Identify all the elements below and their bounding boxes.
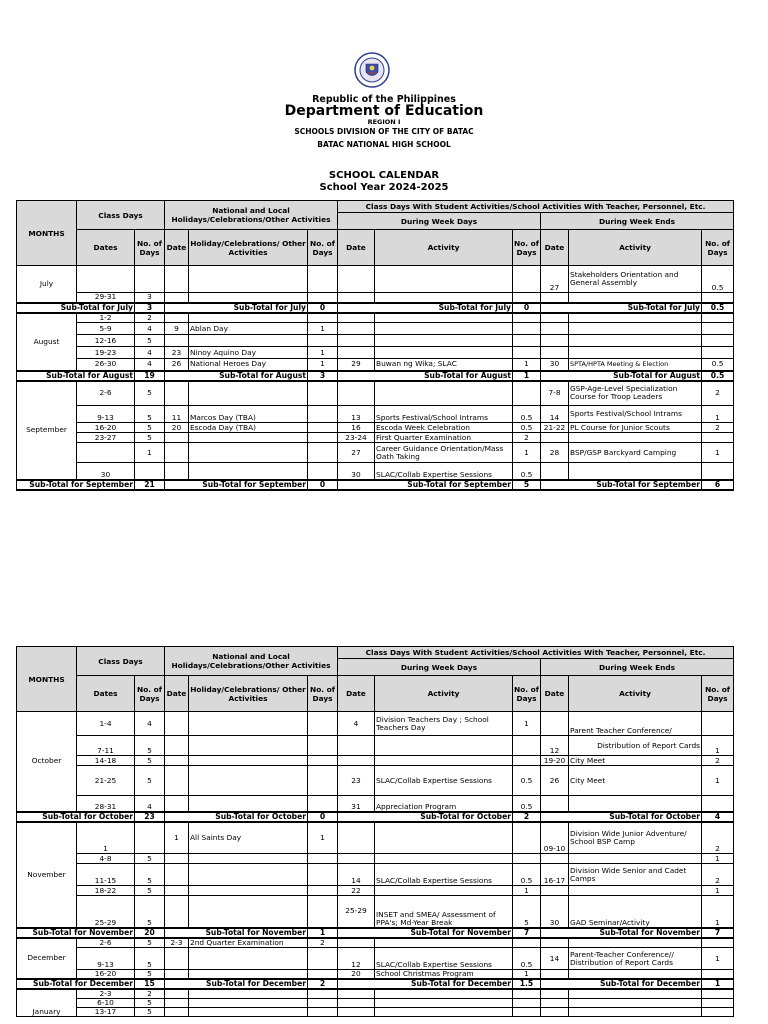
subtotal-value: 2 [513,812,541,822]
calendar-table-july-september [16,200,734,491]
subtotal-value: 0 [308,480,338,490]
weekend-days: 0.5 [702,359,734,371]
student-activities-header: Class Days With Student Activities/School Activities With Teacher, Personnel, Etc. [338,647,734,659]
weekday-days: 1 [513,886,541,896]
month-label: December [17,938,77,980]
class-days-count: 5 [135,423,165,433]
subtotal-value: 21 [135,480,165,490]
subtotal-label: Sub-Total for December [165,979,308,989]
weekday-activity: First Quarter Examination [375,433,513,443]
weekend-days: 2 [702,423,734,433]
class-dates: 14-18 [77,756,135,766]
weekday-activity: Division Teachers Day ; School Teachers Day [375,712,513,736]
subtotal-value: 0.5 [702,371,734,381]
activity-header: Activity [569,676,702,712]
class-dates: 30 [77,463,135,480]
dates-header: Dates [77,676,135,712]
months-header: MONTHS [17,647,77,712]
weekend-date: 14 [541,406,569,423]
weekend-date: 16-17 [541,864,569,886]
holiday-date: 23 [165,347,189,359]
deped-seal-icon [354,52,390,88]
class-days-count: 5 [135,406,165,423]
class-days-count: 5 [135,766,165,796]
class-dates: 29-31 [77,293,135,303]
class-days-count: 5 [135,938,165,948]
weekday-days: 0.5 [513,406,541,423]
weekday-activity: Buwan ng Wika; SLAC [375,359,513,371]
subtotal-value: 0 [513,303,541,313]
subtotal-label: Sub-Total for December [17,979,135,989]
subtotal-label: Sub-Total for July [541,303,702,313]
holiday-date: 11 [165,406,189,423]
department-title: Department of Education [284,103,484,119]
class-days-count: 4 [135,359,165,371]
subtotal-label: Sub-Total for August [17,371,135,381]
subtotal-label: Sub-Total for November [338,928,513,938]
no-of-days-header: No. of Days [702,230,734,266]
class-days-count: 5 [135,896,165,928]
class-days-header: Class Days [77,201,165,230]
subtotal-label: Sub-Total for July [17,303,135,313]
subtotal-label: Sub-Total for August [541,371,702,381]
subtotal-label: Sub-Total for October [541,812,702,822]
weekday-days: 0.5 [513,766,541,796]
month-label: October [17,712,77,812]
holiday-days: 1 [308,347,338,359]
class-dates: 9-13 [77,406,135,423]
class-dates: 19-23 [77,347,135,359]
weekday-date: 22 [338,886,375,896]
dates-header: Dates [77,230,135,266]
weekday-date: 13 [338,406,375,423]
weekday-activity: Escoda Week Celebration [375,423,513,433]
activity-header: Activity [569,230,702,266]
weekday-activity: SLAC/Collab Expertise Sessions [375,766,513,796]
weekday-date: 30 [338,463,375,480]
class-days-count: 5 [135,736,165,756]
class-days-count: 2 [135,989,165,999]
subtotal-value: 1 [702,979,734,989]
subtotal-value: 0 [308,812,338,822]
subtotal-label: Sub-Total for July [338,303,513,313]
no-of-days-header: No. of Days [513,230,541,266]
weekend-activity: BSP/GSP Barckyard Camping [569,443,702,463]
weekend-date: 7-8 [541,381,569,406]
weekend-activity: Stakeholders Orientation and General Assembly [569,266,702,293]
class-days-count: 5 [135,1008,165,1017]
subtotal-value: 0.5 [702,303,734,313]
class-days-count: 1 [135,443,165,463]
class-dates: 11-15 [77,864,135,886]
weekday-activity: Appreciation Program [375,796,513,812]
weekday-days: 1 [513,712,541,736]
class-days-count: 4 [135,796,165,812]
division-line: SCHOOLS DIVISION OF THE CITY OF BATAC [294,127,474,136]
activity-header: Activity [375,676,513,712]
weekday-activity: INSET and SMEA/ Assessment of PPA's; Md-Year Break [375,896,513,928]
class-days-count: 5 [135,999,165,1008]
weekend-activity: SPTA/HPTA Meeting & Election [569,359,702,371]
weekday-days: 0.5 [513,796,541,812]
class-days-count: 5 [135,756,165,766]
weekday-days: 0.5 [513,864,541,886]
month-label: August [17,313,77,371]
class-days-count: 3 [135,293,165,303]
subtotal-label: Sub-Total for September [338,480,513,490]
class-dates: 12-16 [77,335,135,347]
subtotal-label: Sub-Total for November [541,928,702,938]
weekend-days: 1 [702,896,734,928]
holiday-days: 1 [308,323,338,335]
class-dates: 21-25 [77,766,135,796]
subtotal-value: 2 [308,979,338,989]
subtotal-label: Sub-Total for August [165,371,308,381]
no-of-days-header: No. of Days [513,676,541,712]
region-line: REGION I [367,118,401,126]
weekday-days: 1 [513,359,541,371]
class-days-count: 4 [135,347,165,359]
weekend-days: 1 [702,406,734,423]
subtotal-label: Sub-Total for December [541,979,702,989]
weekday-activity: SLAC/Collab Expertise Sessions [375,864,513,886]
subtotal-value: 4 [702,812,734,822]
holiday-date: 9 [165,323,189,335]
no-of-days-header: No. of Days [135,676,165,712]
class-days-count: 5 [135,886,165,896]
activity-header: Activity [375,230,513,266]
weekend-days: 1 [702,948,734,970]
subtotal-label: Sub-Total for October [17,812,135,822]
subtotal-value: 19 [135,371,165,381]
weekend-activity: Distribution of Report Cards [569,736,702,756]
class-dates: 2-6 [77,938,135,948]
subtotal-label: Sub-Total for September [541,480,702,490]
class-days-count: 5 [135,948,165,970]
subtotal-value: 15 [135,979,165,989]
class-dates: 13-17 [77,1008,135,1017]
subtotal-label: Sub-Total for November [165,928,308,938]
weekend-days: 1 [702,736,734,756]
class-dates: 25-29 [77,896,135,928]
subtotal-label: Sub-Total for July [165,303,308,313]
weekday-days: 1 [513,970,541,980]
class-days-count: 2 [135,313,165,323]
subtotal-value: 1 [513,371,541,381]
holiday-days: 2 [308,938,338,948]
weekday-days: 0.5 [513,948,541,970]
weekend-date: 12 [541,736,569,756]
student-activities-header: Class Days With Student Activities/School Activities With Teacher, Personnel, Etc. [338,201,734,213]
class-dates: 23-27 [77,433,135,443]
weekday-date: 4 [338,712,375,736]
weekday-date: 16 [338,423,375,433]
class-dates: 18-22 [77,886,135,896]
class-dates: 1 [77,822,135,854]
weekend-days: 1 [702,886,734,896]
subtotal-value: 23 [135,812,165,822]
class-days-count: 5 [135,864,165,886]
weekend-date: 21-22 [541,423,569,433]
holiday-name: Ninoy Aquino Day [189,347,308,359]
weekend-days: 2 [702,864,734,886]
no-of-days-header: No. of Days [702,676,734,712]
weekday-days: 1 [513,443,541,463]
weekend-date: 19-20 [541,756,569,766]
holiday-col-header: Holiday/Celebrations/ Other Activities [189,230,308,266]
republic-line: Republic of the Philippines [312,94,456,105]
subtotal-label: Sub-Total for December [338,979,513,989]
class-dates: 6-10 [77,999,135,1008]
holiday-name: All Saints Day [189,822,308,854]
date-header: Date [165,230,189,266]
subtotal-value: 3 [308,371,338,381]
class-days-count: 5 [135,433,165,443]
subtotal-label: Sub-Total for November [17,928,135,938]
class-dates: 16-20 [77,970,135,980]
month-label: January [17,989,77,1017]
calendar-title: SCHOOL CALENDAR [328,170,440,181]
holiday-days: 1 [308,359,338,371]
weekday-date: 31 [338,796,375,812]
weekday-date: 12 [338,948,375,970]
weekend-days: 0.5 [702,266,734,293]
subtotal-value: 1.5 [513,979,541,989]
subtotal-label: Sub-Total for October [338,812,513,822]
no-of-days-header: No. of Days [308,230,338,266]
class-dates: 2-3 [77,989,135,999]
class-days-count: 5 [135,854,165,864]
school-name: BATAC NATIONAL HIGH SCHOOL [317,140,451,149]
holiday-date: 2-3 [165,938,189,948]
weekday-date: 27 [338,443,375,463]
weekend-activity: Division Wide Junior Adventure/ School BSP Camp [569,822,702,854]
class-dates: 5-9 [77,323,135,335]
weekend-days: 2 [702,822,734,854]
weekend-date: 14 [541,948,569,970]
date-header: Date [541,230,569,266]
weekday-date: 25-29 [338,896,375,928]
weekday-activity: Sports Festival/School Intrams [375,406,513,423]
weekend-activity: PL Course for Junior Scouts [569,423,702,433]
weekend-activity: GAD Seminar/Activity [569,896,702,928]
class-dates: 4-8 [77,854,135,864]
date-header: Date [338,230,375,266]
holiday-date: 1 [165,822,189,854]
weekday-date: 20 [338,970,375,980]
class-dates: 28-31 [77,796,135,812]
weekday-days: 0.5 [513,423,541,433]
weekday-days: 5 [513,896,541,928]
subtotal-value: 0 [308,303,338,313]
class-days-count: 5 [135,381,165,406]
class-dates: 26-30 [77,359,135,371]
weekday-activity: School Christmas Program [375,970,513,980]
week-days-header: During Week Days [338,213,541,230]
weekend-activity: Parent Teacher Conference/ [569,712,702,736]
class-dates: 1-4 [77,712,135,736]
date-header: Date [165,676,189,712]
holiday-date: 26 [165,359,189,371]
class-days-header: Class Days [77,647,165,676]
week-ends-header: During Week Ends [541,213,734,230]
week-ends-header: During Week Ends [541,659,734,676]
weekend-date: 09-10 [541,822,569,854]
subtotal-value: 3 [135,303,165,313]
subtotal-label: Sub-Total for September [17,480,135,490]
weekend-days: 2 [702,381,734,406]
subtotal-value: 7 [702,928,734,938]
weekend-activity: City Meet [569,766,702,796]
month-label: November [17,822,77,928]
weekend-days: 1 [702,766,734,796]
holiday-name: National Heroes Day [189,359,308,371]
subtotal-label: Sub-Total for August [338,371,513,381]
class-days-count: 5 [135,335,165,347]
class-dates: 16-20 [77,423,135,433]
date-header: Date [541,676,569,712]
class-dates: 2-6 [77,381,135,406]
subtotal-value: 1 [308,928,338,938]
class-days-count: 4 [135,712,165,736]
date-header: Date [338,676,375,712]
class-dates: 9-13 [77,948,135,970]
class-days-count: 4 [135,323,165,335]
weekend-date: 26 [541,766,569,796]
class-dates: 7-11 [77,736,135,756]
weekend-activity: Division Wide Senior and Cadet Camps [569,864,702,886]
weekday-days: 2 [513,433,541,443]
class-days-count: 5 [135,970,165,980]
weekend-days: 2 [702,756,734,766]
weekend-date: 28 [541,443,569,463]
subtotal-label: Sub-Total for October [165,812,308,822]
weekend-days: 1 [702,854,734,864]
month-label: September [17,381,77,480]
weekend-days: 1 [702,443,734,463]
holiday-name: 2nd Quarter Examination [189,938,308,948]
month-label: July [17,266,77,303]
weekday-activity: Career Guidance Orientation/Mass Oath Taking [375,443,513,463]
weekday-date: 29 [338,359,375,371]
weekday-date: 23 [338,766,375,796]
subtotal-value: 20 [135,928,165,938]
subtotal-value: 6 [702,480,734,490]
weekend-activity: City Meet [569,756,702,766]
holiday-date: 20 [165,423,189,433]
holidays-header: National and Local Holidays/Celebrations/Other Activities [165,201,338,230]
months-header: MONTHS [17,201,77,266]
no-of-days-header: No. of Days [135,230,165,266]
weekend-activity: GSP-Age-Level Specialization Course for Troop Leaders [569,381,702,406]
school-year: School Year 2024-2025 [319,182,449,193]
weekend-activity: Sports Festival/School Intrams [569,406,702,423]
class-dates: 1-2 [77,313,135,323]
weekday-date: 23-24 [338,433,375,443]
calendar-table-october-january [16,646,734,1017]
holidays-header: National and Local Holidays/Celebrations/Other Activities [165,647,338,676]
holiday-name: Escoda Day (TBA) [189,423,308,433]
weekend-date: 27 [541,266,569,293]
subtotal-label: Sub-Total for September [165,480,308,490]
holiday-name: Marcos Day (TBA) [189,406,308,423]
weekday-days: 0.5 [513,463,541,480]
holiday-days: 1 [308,822,338,854]
weekday-date: 14 [338,864,375,886]
weekday-activity: SLAC/Collab Expertise Sessions [375,463,513,480]
week-days-header: During Week Days [338,659,541,676]
subtotal-value: 5 [513,480,541,490]
holiday-name: Ablan Day [189,323,308,335]
weekend-date: 30 [541,896,569,928]
weekday-activity: SLAC/Collab Expertise Sessions [375,948,513,970]
subtotal-value: 7 [513,928,541,938]
holiday-col-header: Holiday/Celebrations/ Other Activities [189,676,308,712]
no-of-days-header: No. of Days [308,676,338,712]
weekend-date: 30 [541,359,569,371]
weekend-activity: Parent-Teacher Conference// Distribution of Report Cards [569,948,702,970]
